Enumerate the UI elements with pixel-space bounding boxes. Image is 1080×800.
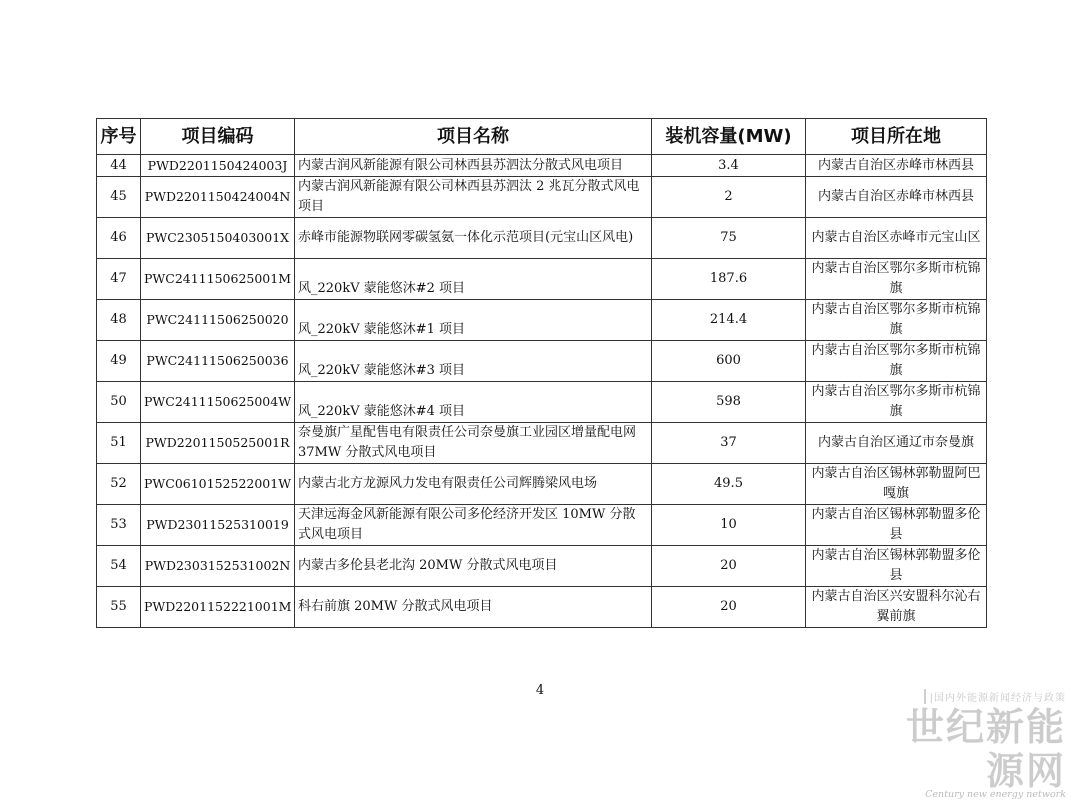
cell-location: 内蒙古自治区鄂尔多斯市杭锦旗 <box>806 341 987 382</box>
cell-code: PWC0610152522001W <box>141 464 295 505</box>
watermark-logo <box>870 686 1066 800</box>
cell-capacity: 187.6 <box>652 259 806 300</box>
cell-name: 内蒙古北方龙源风力发电有限责任公司辉腾梁风电场 <box>295 464 652 505</box>
cell-name: 内蒙古多伦县老北沟 20MW 分散式风电项目 <box>295 546 652 587</box>
cell-location: 内蒙古自治区兴安盟科尔沁右翼前旗 <box>806 587 987 628</box>
cell-name: 奈曼旗广星配售电有限责任公司奈曼旗工业园区增量配电网 37MW 分散式风电项目 <box>295 423 652 464</box>
cell-code: PWD2303152531002N <box>141 546 295 587</box>
table-row <box>97 259 987 300</box>
header-code: 项目编码 <box>141 119 295 155</box>
cell-name: 风_220kV 蒙能悠沐#1 项目 <box>295 300 652 341</box>
cell-index: 51 <box>97 423 141 464</box>
cell-index: 47 <box>97 259 141 300</box>
cell-index: 49 <box>97 341 141 382</box>
cell-name: 赤峰市能源物联网零碳氢氨一体化示范项目(元宝山区风电) <box>295 218 652 259</box>
cell-capacity: 598 <box>652 382 806 423</box>
cell-location: 内蒙古自治区鄂尔多斯市杭锦旗 <box>806 259 987 300</box>
header-capacity: 装机容量(MW) <box>652 119 806 155</box>
cell-capacity: 600 <box>652 341 806 382</box>
cell-capacity: 37 <box>652 423 806 464</box>
table-row <box>97 382 987 423</box>
watermark-tagline: |国内外能源新闻经济与政策 <box>924 689 1066 704</box>
table-row <box>97 423 987 464</box>
cell-index: 50 <box>97 382 141 423</box>
cell-index: 48 <box>97 300 141 341</box>
cell-location: 内蒙古自治区鄂尔多斯市杭锦旗 <box>806 382 987 423</box>
table-row <box>97 587 987 628</box>
header-index: 序号 <box>97 119 141 155</box>
cell-location: 内蒙古自治区锡林郭勒盟阿巴嘎旗 <box>806 464 987 505</box>
cell-code: PWC2411150625004W <box>141 382 295 423</box>
cell-capacity: 20 <box>652 587 806 628</box>
cell-index: 52 <box>97 464 141 505</box>
cell-name: 天津远海金风新能源有限公司多伦经济开发区 10MW 分散式风电项目 <box>295 505 652 546</box>
table-row <box>97 300 987 341</box>
table-row <box>97 341 987 382</box>
cell-code: PWD23011525310019 <box>141 505 295 546</box>
cell-name: 内蒙古润风新能源有限公司林西县苏泗汰 2 兆瓦分散式风电项目 <box>295 177 652 218</box>
cell-capacity: 20 <box>652 546 806 587</box>
watermark-brand: 世纪新能源网 <box>905 705 1066 793</box>
cell-capacity: 10 <box>652 505 806 546</box>
cell-location: 内蒙古自治区通辽市奈曼旗 <box>806 423 987 464</box>
cell-index: 53 <box>97 505 141 546</box>
table-header-row <box>97 119 987 155</box>
cell-index: 54 <box>97 546 141 587</box>
cell-code: PWC24111506250020 <box>141 300 295 341</box>
table-row <box>97 505 987 546</box>
project-table <box>96 118 987 628</box>
cell-name: 内蒙古润风新能源有限公司林西县苏泗汰分散式风电项目 <box>295 155 652 177</box>
cell-capacity: 75 <box>652 218 806 259</box>
cell-capacity: 49.5 <box>652 464 806 505</box>
header-location: 项目所在地 <box>806 119 987 155</box>
cell-capacity: 214.4 <box>652 300 806 341</box>
cell-code: PWC2411150625001M <box>141 259 295 300</box>
cell-capacity: 3.4 <box>652 155 806 177</box>
cell-index: 55 <box>97 587 141 628</box>
cell-name: 风_220kV 蒙能悠沐#4 项目 <box>295 382 652 423</box>
cell-index: 46 <box>97 218 141 259</box>
page-number: 4 <box>535 683 545 698</box>
cell-location: 内蒙古自治区赤峰市林西县 <box>806 155 987 177</box>
cell-capacity: 2 <box>652 177 806 218</box>
table-row <box>97 464 987 505</box>
cell-location: 内蒙古自治区赤峰市林西县 <box>806 177 987 218</box>
cell-index: 45 <box>97 177 141 218</box>
watermark-subtitle: Century new energy network <box>925 789 1066 800</box>
cell-name: 风_220kV 蒙能悠沐#3 项目 <box>295 341 652 382</box>
header-name: 项目名称 <box>295 119 652 155</box>
cell-index: 44 <box>97 155 141 177</box>
table-row <box>97 218 987 259</box>
cell-name: 风_220kV 蒙能悠沐#2 项目 <box>295 259 652 300</box>
cell-location: 内蒙古自治区锡林郭勒盟多伦县 <box>806 546 987 587</box>
cell-location: 内蒙古自治区赤峰市元宝山区 <box>806 218 987 259</box>
cell-location: 内蒙古自治区锡林郭勒盟多伦县 <box>806 505 987 546</box>
table-row <box>97 546 987 587</box>
table-row <box>97 155 987 177</box>
cell-code: PWC24111506250036 <box>141 341 295 382</box>
cell-location: 内蒙古自治区鄂尔多斯市杭锦旗 <box>806 300 987 341</box>
table-row <box>97 177 987 218</box>
cell-code: PWD2201150424004N <box>141 177 295 218</box>
cell-code: PWD2201150424003J <box>141 155 295 177</box>
cell-code: PWC2305150403001X <box>141 218 295 259</box>
cell-code: PWD2201150525001R <box>141 423 295 464</box>
cell-name: 科右前旗 20MW 分散式风电项目 <box>295 587 652 628</box>
cell-code: PWD2201152221001M <box>141 587 295 628</box>
